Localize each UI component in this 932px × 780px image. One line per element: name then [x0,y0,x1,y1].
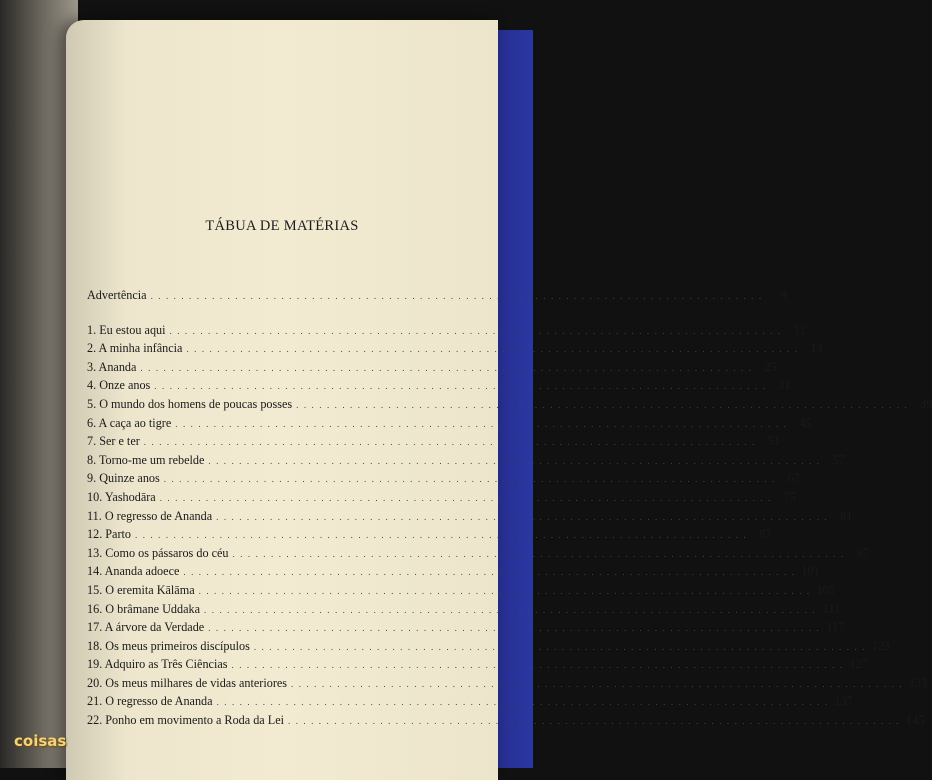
dot-leader: . . . . . . . . . . . . . . . . . . . . . . . . . . . . . . . . . . . . . . . . . . . . . . . . . . . . . . . . . . . . . . . . . . . . . . . . . . . . . . . . [253,641,866,652]
dot-leader: . . . . . . . . . . . . . . . . . . . . . . . . . . . . . . . . . . . . . . . . . . . . . . . . . . . . . . . . . . . . . . . . . . . . . . . . . . . . . . . . [216,511,829,522]
toc-entry-page: 97 [856,545,869,560]
dot-leader: . . . . . . . . . . . . . . . . . . . . . . . . . . . . . . . . . . . . . . . . . . . . . . . . . . . . . . . . . . . . . . . . . . . . . . . . . . . . . . . . [143,437,756,448]
dot-leader: . . . . . . . . . . . . . . . . . . . . . . . . . . . . . . . . . . . . . . . . . . . . . . . . . . . . . . . . . . . . . . . . . . . . . . . . . . . . . . . . [154,381,767,392]
toc-entry-label: 11. O regresso de Ananda [87,508,213,523]
toc-entry-label: 6. A caça ao tigre [87,415,172,430]
toc-entry-label: 20. Os meus milhares de vidas anteriores [87,675,288,690]
dot-leader: . . . . . . . . . . . . . . . . . . . . . . . . . . . . . . . . . . . . . . . . . . . . . . . . . . . . . . . . . . . . . . . . . . . . . . . . . . . . . . . . [208,623,821,634]
toc-entry-page: 39 [920,396,932,411]
toc-entry [87,322,806,342]
toc-entry-page: 105 [816,582,835,597]
toc-entry-label: 22. Ponho em movimento a Roda da Lei [87,713,284,728]
dot-leader: . . . . . . . . . . . . . . . . . . . . . . . . . . . . . . . . . . . . . . . . . . . . . . . . . . . . . . . . . . . . . . . . . . . . . . . . . . . . . . . . [163,474,776,485]
toc-entry-label: 12. Parto [87,527,132,542]
toc-entry [87,508,853,528]
toc-entry-label: 14. Ananda adoece [87,564,180,579]
toc-entry-page: 11 [793,322,806,337]
dot-leader: . . . . . . . . . . . . . . . . . . . . . . . . . . . . . . . . . . . . . . . . . . . . . . . . . . . . . . . . . . . . . . . . . . . . . . . . . . . . . . . . [231,660,844,671]
dot-leader: . . . . . . . . . . . . . . . . . . . . . . . . . . . . . . . . . . . . . . . . . . . . . . . . . . . . . . . . . . . . . . . . . . . . . . . . . . . . . . . . [159,492,772,503]
toc-entry [87,489,796,509]
toc-entry [87,638,890,658]
dot-leader: . . . . . . . . . . . . . . . . . . . . . . . . . . . . . . . . . . . . . . . . . . . . . . . . . . . . . . . . . . . . . . . . . . . . . . . . . . . . . . . . [204,604,817,615]
dot-leader: . . . . . . . . . . . . . . . . . . . . . . . . . . . . . . . . . . . . . . . . . . . . . . . . . . . . . . . . . . . . . . . . . . . . . . . . . . . . . . . . [140,362,753,373]
dot-leader: . . . . . . . . . . . . . . . . . . . . . . . . . . . . . . . . . . . . . . . . . . . . . . . . . . . . . . . . . . . . . . . . . . . . . . . . . . . . . . . . [216,697,829,708]
toc-entry-label: 21. O regresso de Ananda [87,694,213,709]
dot-leader: . . . . . . . . . . . . . . . . . . . . . . . . . . . . . . . . . . . . . . . . . . . . . . . . . . . . . . . . . . . . . . . . . . . . . . . . . . . . . . . . [183,567,796,578]
toc-entry-label: 16. O brâmane Uddaka [87,601,201,616]
toc-entry-label: 3. Ananda [87,359,137,374]
toc-entry [87,527,772,546]
dot-leader: . . . . . . . . . . . . . . . . . . . . . . . . . . . . . . . . . . . . . . . . . . . . . . . . . . . . . . . . . . . . . . . . . . . . . . . . . . . . . . . . [296,399,909,410]
toc-entry-page: 133 [908,675,928,690]
toc-entry [87,713,925,732]
toc-entry-label: Advertência [87,288,147,302]
toc-entry-page: 145 [905,713,925,728]
toc-entry [87,545,869,565]
toc-entry-page: 75 [783,489,796,504]
toc-entry-page: 25 [764,359,777,374]
book-page [66,20,932,780]
dot-leader: . . . . . . . . . . . . . . . . . . . . . . . . . . . . . . . . . . . . . . . . . . . . . . . . . . . . . . . . . . . . . . . . . . . . . . . . . . . . . . . . [288,716,901,727]
toc-entry-page: 111 [822,601,841,616]
dot-leader: . . . . . . . . . . . . . . . . . . . . . . . . . . . . . . . . . . . . . . . . . . . . . . . . . . . . . . . . . . . . . . . . . . . . . . . . . . . . . . . . [291,678,904,689]
toc-entry-page: 13 [810,341,823,356]
toc-entry-label: 13. Como os pássaros do céu [87,545,229,560]
toc-entry [87,471,800,490]
toc-entry-page: 67 [787,471,800,486]
toc-entry-label: 8. Torno-me um rebelde [87,452,205,467]
toc-entry [87,359,777,379]
dot-leader: . . . . . . . . . . . . . . . . . . . . . . . . . . . . . . . . . . . . . . . . . . . . . . . . . . . . . . . . . . . . . . . . . . . . . . . . . . . . . . . . [135,530,748,541]
dot-leader: . . . . . . . . . . . . . . . . . . . . . . . . . . . . . . . . . . . . . . . . . . . . . . . . . . . . . . . . . . . . . . . . . . . . . . . . . . . . . . . . [208,455,821,466]
dot-leader: . . . . . . . . . . . . . . . . . . . . . . . . . . . . . . . . . . . . . . . . . . . . . . . . . . . . . . . . . . . . . . . . . . . . . . . . . . . . . . . . [150,291,763,301]
toc-entry [87,675,928,695]
dot-leader: . . . . . . . . . . . . . . . . . . . . . . . . . . . . . . . . . . . . . . . . . . . . . . . . . . . . . . . . . . . . . . . . . . . . . . . . . . . . . . . . [186,344,799,355]
toc-entry [87,694,853,713]
toc-entry-label: 17. A árvore da Verdade [87,620,205,635]
toc-entry-label: 15. O eremita Kālāma [87,582,195,597]
toc-entry-page: 81 [840,508,853,523]
toc-entry [87,415,812,435]
toc-entry [87,378,791,397]
toc-title: TÁBUA DE MATÉRIAS [205,218,359,234]
toc-entry-label: 19. Adquiro as Três Ciências [87,657,228,672]
toc-entry-label: 18. Os meus primeiros discípulos [87,638,250,653]
toc-entry-page: 137 [834,694,853,709]
toc-entry-page: 57 [832,452,845,467]
toc-gap [87,307,463,323]
toc-entry [87,564,820,583]
toc-chapters [87,322,932,732]
toc-entry-page: 117 [826,620,845,635]
toc-entry-label: 9. Quinze anos [87,471,160,486]
toc-entry-page: 101 [801,564,820,579]
toc-entry [87,582,835,602]
toc-entry-page: 51 [767,434,780,449]
dot-leader: . . . . . . . . . . . . . . . . . . . . . . . . . . . . . . . . . . . . . . . . . . . . . . . . . . . . . . . . . . . . . . . . . . . . . . . . . . . . . . . . [232,548,845,559]
watermark-logo: coisas [14,732,67,750]
toc-entry-page: 45 [799,415,812,430]
toc-entry-label: 1. Eu estou aqui [87,322,166,337]
toc-entry [87,601,841,621]
toc-entry-page: 9 [780,288,787,302]
toc-entry-preface [87,288,787,307]
toc-entry [87,396,932,416]
toc-entry [87,452,845,472]
dot-leader: . . . . . . . . . . . . . . . . . . . . . . . . . . . . . . . . . . . . . . . . . . . . . . . . . . . . . . . . . . . . . . . . . . . . . . . . . . . . . . . . [198,585,811,596]
toc-entry-label: 4. Onze anos [87,378,151,393]
dot-leader: . . . . . . . . . . . . . . . . . . . . . . . . . . . . . . . . . . . . . . . . . . . . . . . . . . . . . . . . . . . . . . . . . . . . . . . . . . . . . . . . [169,325,782,336]
dot-leader: . . . . . . . . . . . . . . . . . . . . . . . . . . . . . . . . . . . . . . . . . . . . . . . . . . . . . . . . . . . . . . . . . . . . . . . . . . . . . . . . [175,418,788,429]
toc-entry-label: 10. Yashodāra [87,489,156,504]
toc-entry [87,434,780,453]
toc-entry-label: 2. A minha infância [87,341,183,356]
toc-entry [87,341,823,360]
toc-list [87,288,932,732]
toc-entry-page: 87 [758,527,772,542]
toc-entry-page: 123 [871,638,890,653]
toc-entry-label: 5. O mundo dos homens de poucas posses [87,396,293,411]
toc-entry [87,620,845,639]
toc-entry [87,657,868,676]
toc-entry-page: 127 [849,657,868,672]
toc-entry-label: 7. Ser e ter [87,434,140,449]
toc-entry-page: 31 [778,378,791,393]
